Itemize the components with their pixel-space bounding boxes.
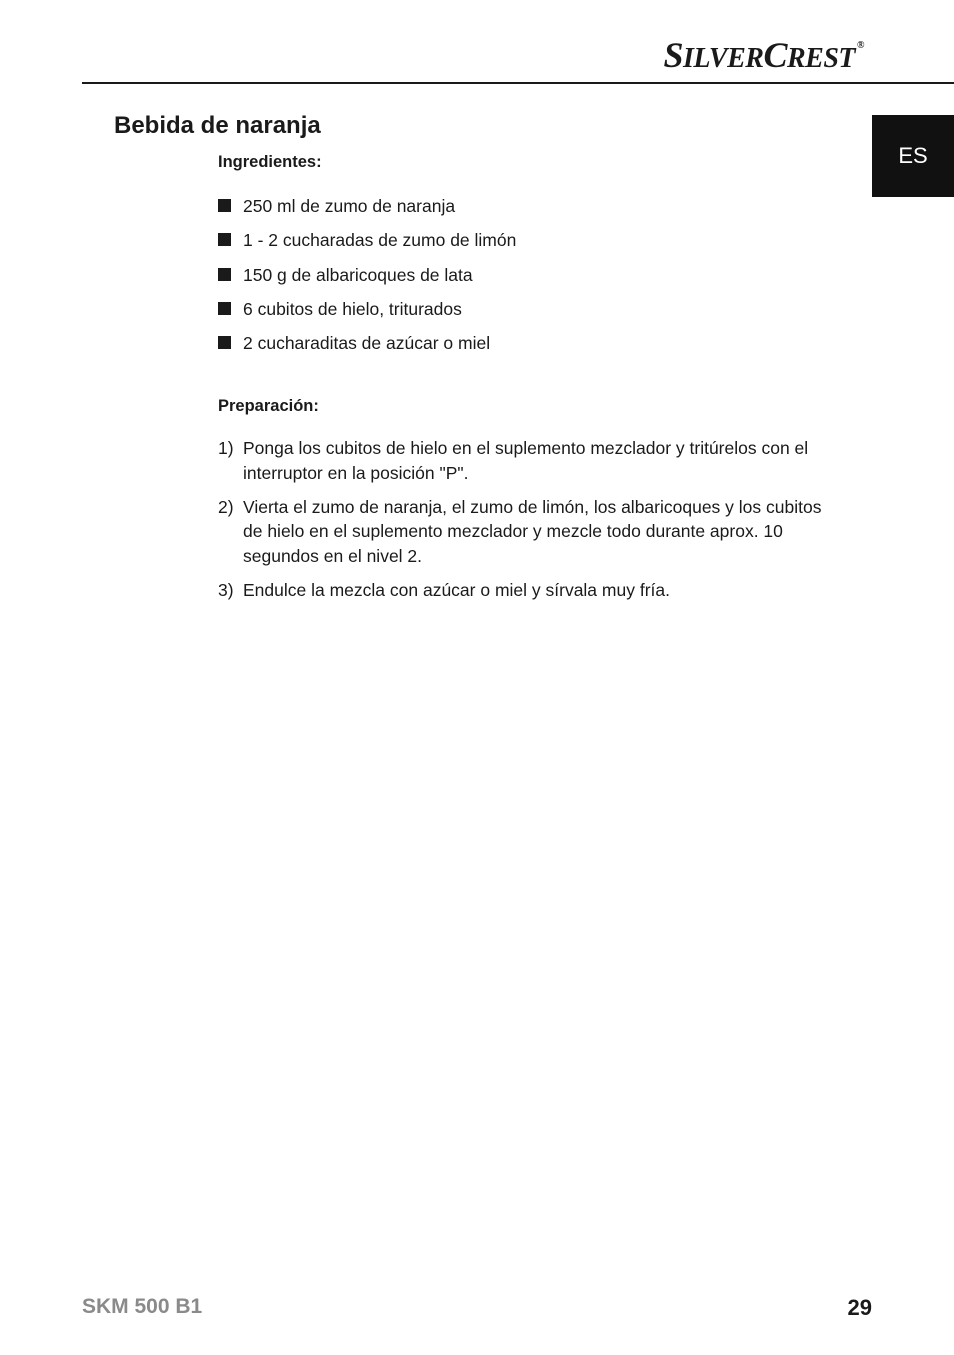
- page-number: 29: [847, 1295, 872, 1320]
- page-title: Bebida de naranja: [114, 112, 321, 139]
- ingredient-item: [218, 194, 516, 228]
- step-item: [218, 495, 838, 569]
- ingredient-item: [218, 228, 516, 262]
- step-text: Vierta el zumo de naranja, el zumo de limón, los albaricoques y los cubitos de hielo en el suplemento mezclador y mezcle todo durante aprox. 10 segundos en el nivel 2.: [243, 496, 822, 566]
- step-number: 3): [218, 579, 234, 600]
- square-bullet-icon: [218, 199, 231, 212]
- ingredient-text: 1 - 2 cucharadas de zumo de limón: [243, 230, 517, 251]
- step-item: [218, 436, 838, 485]
- brand-logo: SILVERCREST ®: [663, 35, 864, 75]
- square-bullet-icon: [218, 302, 231, 315]
- step-item: [218, 578, 838, 603]
- preparation-heading: Preparación:: [218, 397, 319, 415]
- ingredient-item: [218, 331, 516, 365]
- language-tab-label: ES: [898, 143, 928, 168]
- ingredient-text: 2 cucharaditas de azúcar o miel: [243, 333, 491, 354]
- ingredients-heading: Ingredientes:: [218, 153, 322, 171]
- ingredient-text: 150 g de albaricoques de lata: [243, 264, 473, 285]
- square-bullet-icon: [218, 336, 231, 349]
- language-tab: [872, 115, 954, 197]
- step-text: Ponga los cubitos de hielo en el suplemento mezclador y tritúrelos con el interruptor en la posición "P".: [243, 438, 809, 483]
- ingredient-text: 250 ml de zumo de naranja: [243, 196, 456, 216]
- ingredient-text: 6 cubitos de hielo, triturados: [243, 298, 462, 319]
- step-number: 1): [218, 438, 234, 458]
- square-bullet-icon: [218, 233, 231, 246]
- step-number: 2): [218, 496, 234, 517]
- ingredient-item: [218, 263, 516, 297]
- ingredient-item: [218, 297, 516, 331]
- step-text: Endulce la mezcla con azúcar o miel y sírvala muy fría.: [243, 579, 670, 600]
- ingredients-list: [218, 194, 516, 365]
- square-bullet-icon: [218, 268, 231, 281]
- preparation-steps: [218, 436, 838, 612]
- footer-model: SKM 500 B1: [82, 1295, 203, 1318]
- header-rule: [82, 82, 954, 84]
